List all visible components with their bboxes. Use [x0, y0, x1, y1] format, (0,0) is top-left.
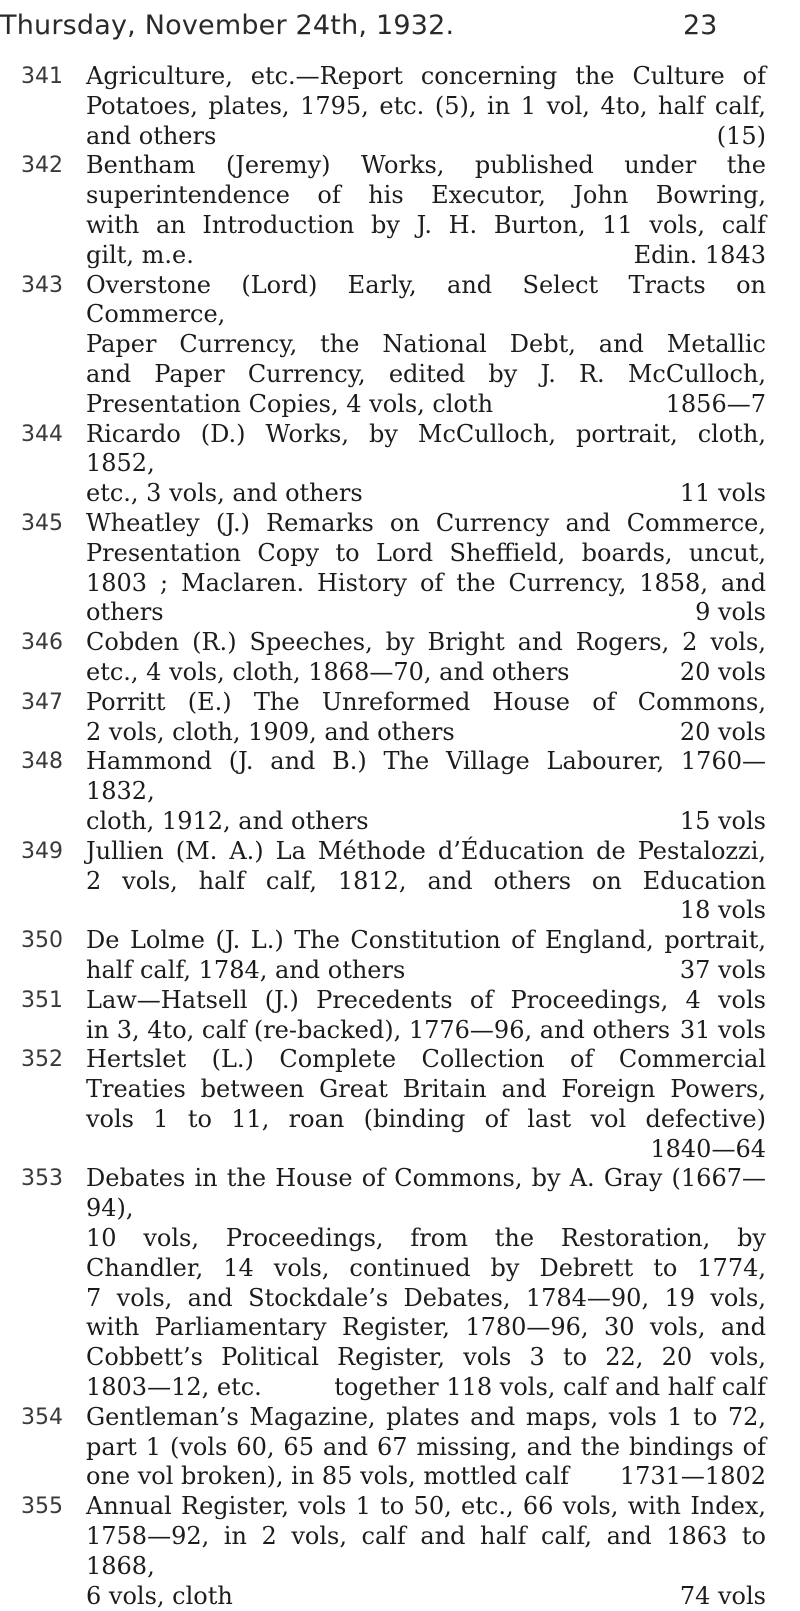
lot-number: 346 [21, 630, 63, 656]
lot-final-line [86, 1582, 766, 1611]
lot-description-line: Cobden (R.) Speeches, by Bright and Rogers, 2 vols, [86, 628, 766, 657]
lot-description-line: Debates in the House of Commons, by A. Gray (1667—94), [86, 1164, 766, 1223]
lot-description-line: Overstone (Lord) Early, and Select Tracts on Commerce, [86, 270, 766, 329]
lot-volume-count: 9 vols [695, 598, 766, 627]
lot-number: 355 [21, 1494, 63, 1520]
lot-description-line: 10 vols, Proceedings, from the Restoration, by [86, 1224, 766, 1253]
lot-number: 341 [21, 64, 63, 89]
lot-description-line: Jullien (M. A.) La Méthode d’Éducation de Pestalozzi, [86, 836, 766, 865]
lot-number: 349 [21, 838, 63, 864]
lot-final-text: Presentation Copies, 4 vols, cloth [86, 389, 494, 418]
lot-final-line [86, 658, 766, 688]
lot-final-text: cloth, 1912, and others [86, 806, 369, 835]
lot-final-text: one vol broken), in 85 vols, mottled calf [86, 1462, 570, 1491]
lot-description-line: Paper Currency, the National Debt, and Metallic [86, 330, 766, 359]
lot-number: 343 [21, 272, 63, 298]
lot-final-line [86, 718, 766, 748]
lot-final-text: others [86, 598, 164, 627]
lot-volume-count: 18 vols [679, 896, 766, 925]
lot-description-line: Treaties between Great Britain and Foreign Powers, [86, 1075, 766, 1104]
lot-description-line: 7 vols, and Stockdale’s Debates, 1784—90, 19 vols, [86, 1283, 766, 1312]
lot-entry [0, 509, 766, 628]
lot-volume-count: (15) [716, 121, 766, 150]
lot-number: 353 [21, 1166, 63, 1192]
lot-volume-count: 20 vols [679, 657, 766, 686]
lot-number: 350 [21, 928, 63, 954]
lot-volume-count: 1856—7 [665, 389, 766, 418]
lot-number: 348 [21, 749, 63, 775]
lot-description-line: part 1 (vols 60, 65 and 67 missing, and the bindings of [86, 1432, 766, 1461]
lot-final-text: and others [86, 121, 217, 150]
lot-number: 352 [21, 1047, 63, 1073]
lot-description-line: Potatoes, plates, 1795, etc. (5), in 1 vol, 4to, half calf, [86, 91, 766, 120]
lot-final-text: 6 vols, cloth [86, 1581, 233, 1610]
lot-description-line: vols 1 to 11, roan (binding of last vol defective) [86, 1104, 766, 1133]
lot-final-line [86, 1373, 766, 1403]
lot-number: 354 [21, 1404, 63, 1430]
lot-final-line [86, 1462, 766, 1492]
lot-description-line: Agriculture, etc.—Report concerning the Culture of [86, 62, 766, 90]
lot-final-text: etc., 3 vols, and others [86, 479, 363, 508]
lot-entry [0, 271, 766, 420]
lot-description-line: Presentation Copy to Lord Sheffield, boards, uncut, [86, 538, 766, 567]
lot-final-line [86, 896, 766, 926]
lot-final-line [86, 390, 766, 420]
lot-description-line: De Lolme (J. L.) The Constitution of England, portrait, [86, 926, 766, 955]
page-header [0, 8, 800, 48]
lot-number: 351 [21, 987, 63, 1013]
lot-description-line: Bentham (Jeremy) Works, published under the [86, 151, 766, 180]
lot-volume-count: 15 vols [679, 806, 766, 835]
lot-number: 342 [21, 153, 63, 179]
lot-volume-count: together 118 vols, calf and half calf [334, 1373, 766, 1402]
lot-description-line: and Paper Currency, edited by J. R. McCulloch, [86, 359, 766, 388]
lot-final-text: 2 vols, cloth, 1909, and others [86, 717, 455, 746]
lot-description-line: Annual Register, vols 1 to 50, etc., 66 vols, with Index, [86, 1492, 766, 1521]
lot-description-line: Gentleman’s Magazine, plates and maps, vols 1 to 72, [86, 1402, 766, 1431]
lot-entry [0, 1492, 766, 1611]
lot-entry [0, 628, 766, 688]
lot-final-line [86, 479, 766, 509]
sale-date-title: Thursday, November 24th, 1932. [0, 10, 455, 41]
lot-description-line: with Parliamentary Register, 1780—96, 30 vols, and [86, 1313, 766, 1342]
lot-description-line: Hertslet (L.) Complete Collection of Commercial [86, 1045, 766, 1074]
lot-description-line: 2 vols, half calf, 1812, and others on Education [86, 866, 766, 895]
lot-description-line: Chandler, 14 vols, continued by Debrett to 1774, [86, 1253, 766, 1282]
lot-description-line: superintendence of his Executor, John Bowring, [86, 181, 766, 210]
lot-volume-count: 20 vols [679, 717, 766, 746]
lot-entry [0, 62, 766, 151]
lot-entry [0, 151, 766, 270]
lot-final-line [86, 807, 766, 837]
lot-entry [0, 688, 766, 748]
lot-volume-count: 37 vols [679, 955, 766, 984]
lot-final-line [86, 122, 766, 152]
lot-entry [0, 1164, 766, 1402]
lot-final-line [86, 1016, 766, 1046]
lot-final-text: gilt, m.e. [86, 240, 194, 269]
lot-description-line: Cobbett’s Political Register, vols 3 to 22, 20 vols, [86, 1343, 766, 1372]
lot-list [0, 62, 800, 1611]
lot-entry [0, 837, 766, 926]
lot-description-line: with an Introduction by J. H. Burton, 11 vols, calf [86, 210, 766, 239]
lot-final-text: half calf, 1784, and others [86, 955, 406, 984]
lot-final-line [86, 241, 766, 271]
lot-entry [0, 747, 766, 836]
lot-final-text: in 3, 4to, calf (re-backed), 1776—96, and others [86, 1015, 671, 1044]
lot-entry [0, 1045, 766, 1164]
lot-entry [0, 420, 766, 509]
lot-volume-count: 1731—1802 [619, 1462, 766, 1491]
page-number: 23 [683, 10, 718, 41]
lot-description-line: Law—Hatsell (J.) Precedents of Proceedings, 4 vols [86, 985, 766, 1014]
lot-volume-count: 1840—64 [650, 1134, 766, 1163]
lot-description-line: Wheatley (J.) Remarks on Currency and Commerce, [86, 508, 766, 537]
lot-number: 345 [21, 510, 63, 536]
lot-number: 347 [21, 689, 63, 715]
lot-description-line: 1803 ; Maclaren. History of the Currency, 1858, and [86, 568, 766, 597]
lot-description-line: Porritt (E.) The Unreformed House of Commons, [86, 687, 766, 716]
lot-description-line: 1758—92, in 2 vols, calf and half calf, and 1863 to 1868, [86, 1522, 766, 1580]
lot-volume-count: 11 vols [679, 479, 766, 508]
lot-entry [0, 926, 766, 986]
lot-description-line: Ricardo (D.) Works, by McCulloch, portrait, cloth, 1852, [86, 419, 766, 478]
lot-final-line [86, 956, 766, 986]
lot-entry [0, 986, 766, 1046]
lot-final-line [86, 598, 766, 628]
lot-volume-count: 74 vols [679, 1581, 766, 1610]
lot-entry [0, 1403, 766, 1492]
lot-final-line [86, 1135, 766, 1165]
lot-volume-count: 31 vols [679, 1015, 766, 1044]
lot-volume-count: Edin. 1843 [633, 240, 766, 269]
lot-number: 344 [21, 421, 63, 447]
lot-description-line: Hammond (J. and B.) The Village Labourer, 1760—1832, [86, 747, 766, 806]
lot-final-text: etc., 4 vols, cloth, 1868—70, and others [86, 657, 570, 686]
lot-final-text: 1803—12, etc. [86, 1373, 262, 1402]
